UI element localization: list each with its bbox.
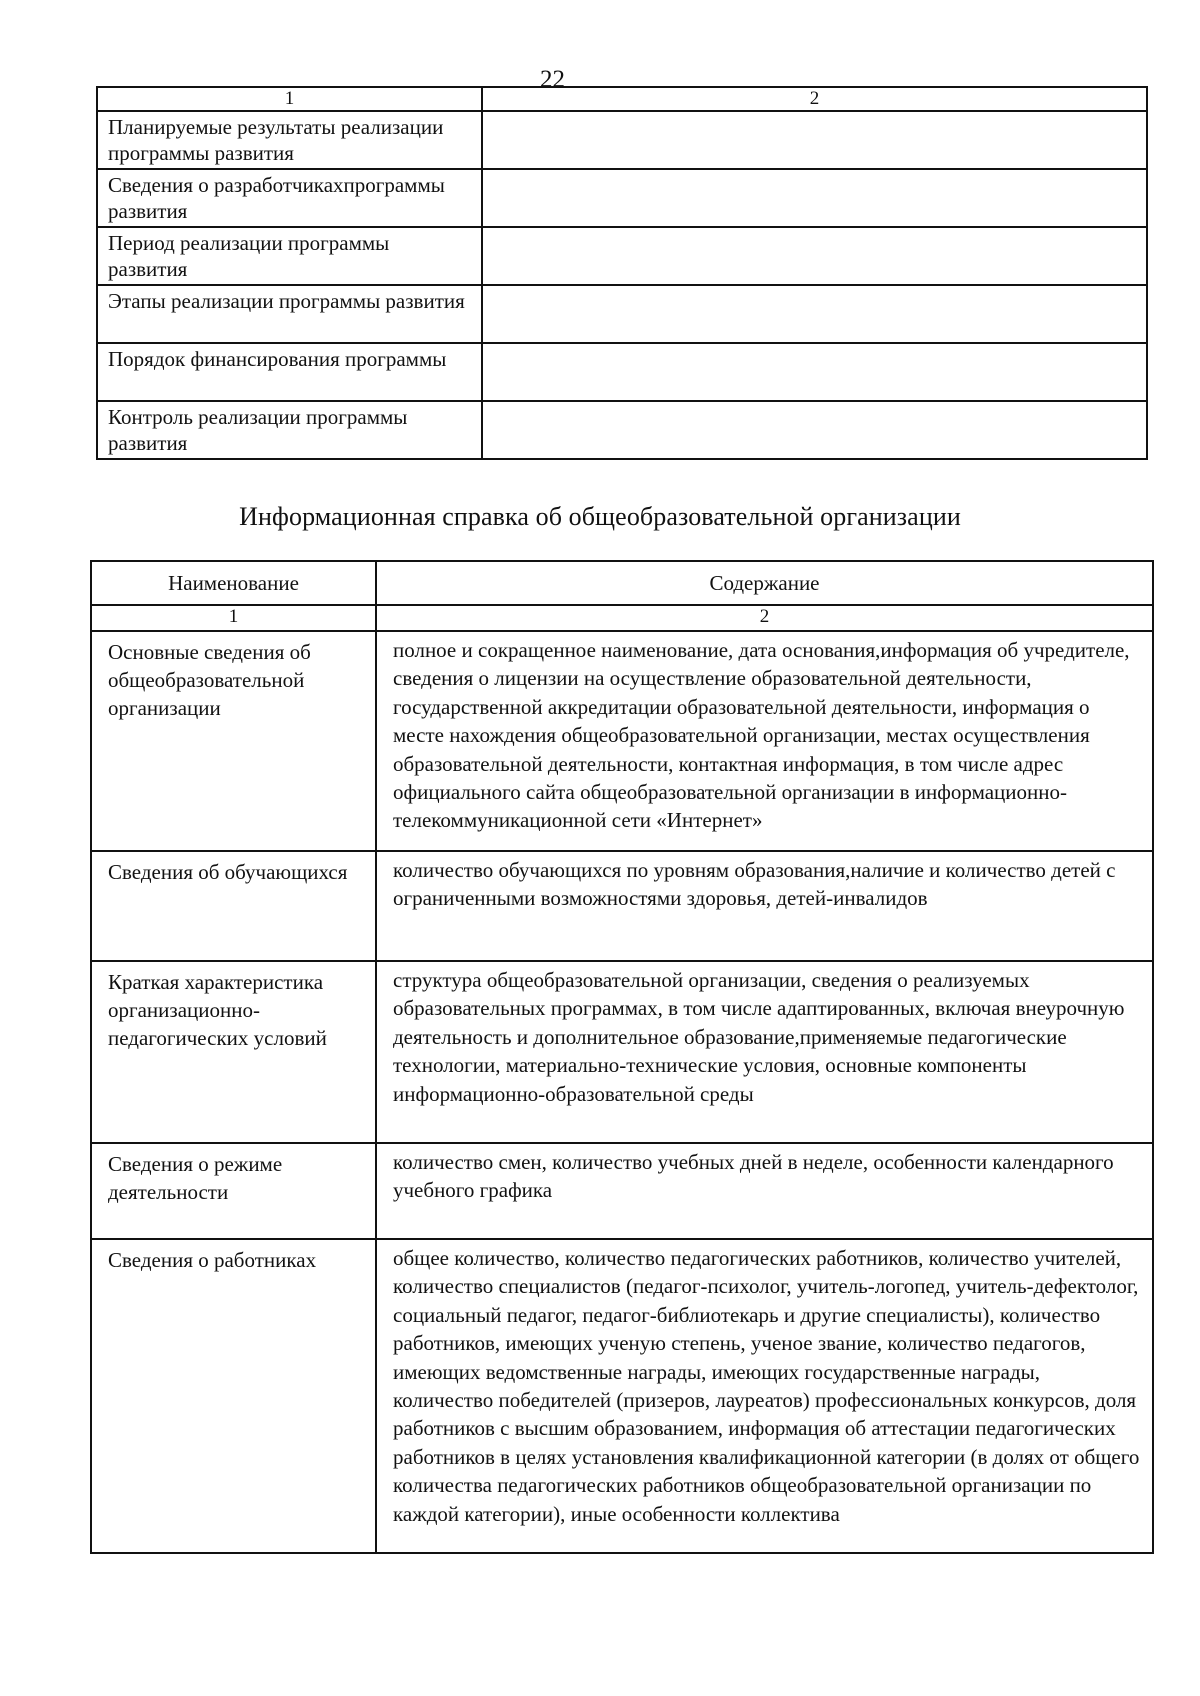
table-row: [97, 401, 1147, 459]
row-value: [482, 343, 1147, 401]
column-number-2: 2: [482, 87, 1147, 111]
column-numbers-row: [91, 605, 1153, 631]
row-value: [482, 169, 1147, 227]
table-row: [97, 227, 1147, 285]
row-content: структура общеобразовательной организации, сведения о реализуемых образовательных программах, в том числе адаптированных, включая внеурочную деятельность и дополнительное образование,применяемые педагогические технологии, материально-технические условия, основные компоненты информационно-образовательной среды: [376, 961, 1153, 1143]
table-row: [97, 169, 1147, 227]
info-table: [90, 560, 1154, 1554]
row-value: [482, 285, 1147, 343]
table-header-row: [91, 561, 1153, 605]
row-content: количество смен, количество учебных дней в неделе, особенности календарного учебного графика: [376, 1143, 1153, 1239]
row-name: Сведения об обучающихся: [91, 851, 376, 961]
row-content: количество обучающихся по уровням образования,наличие и количество детей с ограниченными возможностями здоровья, детей-инвалидов: [376, 851, 1153, 961]
row-label: Порядок финансирования программы: [97, 343, 482, 401]
table-row: [91, 961, 1153, 1143]
section-title: Информационная справка об общеобразовательной организации: [239, 502, 961, 531]
row-label: Сведения о разработчикахпрограммы развития: [97, 169, 482, 227]
row-name: Сведения о режиме деятельности: [91, 1143, 376, 1239]
row-content: полное и сокращенное наименование, дата основания,информация об учредителе, сведения о лицензии на осуществление образовательной деятельности, государственной аккредитации образовательной деятельности, информация о месте нахождения общеобразовательной организации, местах осуществления образовательной деятельности, контактная информация, в том числе адрес официального сайта общеобразовательной организации в информационно-телекоммуникационной сети «Интернет»: [376, 631, 1153, 851]
table-row: [97, 343, 1147, 401]
row-content: общее количество, количество педагогических работников, количество учителей, количество специалистов (педагог-психолог, учитель-логопед, учитель-дефектолог, социальный педагог, педагог-библиотекарь и другие специалисты), количество работников, имеющих ученую степень, ученое звание, количество педагогов, имеющих ведомственные награды, имеющих государственные награды, количество победителей (призеров, лауреатов) профессиональных конкурсов, доля работников с высшим образованием, информация об аттестации педагогических работников в целях установления квалификационной категории (в долях от общего количества педагогических работников общеобразовательной организации по каждой категории), иные особенности коллектива: [376, 1239, 1153, 1553]
table-row: [97, 285, 1147, 343]
column-number-1: 1: [91, 605, 376, 631]
program-passport-table: [96, 86, 1148, 460]
row-value: [482, 227, 1147, 285]
header-content: Содержание: [376, 561, 1153, 605]
row-name: Сведения о работниках: [91, 1239, 376, 1553]
row-value: [482, 401, 1147, 459]
table-row: [91, 1143, 1153, 1239]
row-label: Планируемые результаты реализации программы развития: [97, 111, 482, 169]
column-number-2: 2: [376, 605, 1153, 631]
row-value: [482, 111, 1147, 169]
table-row: [91, 631, 1153, 851]
table-row: [91, 851, 1153, 961]
row-name: Основные сведения об общеобразовательной организации: [91, 631, 376, 851]
table-row: [97, 111, 1147, 169]
table-header-row: [97, 87, 1147, 111]
table-row: [91, 1239, 1153, 1553]
header-name: Наименование: [91, 561, 376, 605]
page-number: 22: [540, 66, 565, 93]
row-label: Контроль реализации программы развития: [97, 401, 482, 459]
row-label: Период реализации программы развития: [97, 227, 482, 285]
row-name: Краткая характеристика организационно-педагогических условий: [91, 961, 376, 1143]
row-label: Этапы реализации программы развития: [97, 285, 482, 343]
column-number-1: 1: [97, 87, 482, 111]
